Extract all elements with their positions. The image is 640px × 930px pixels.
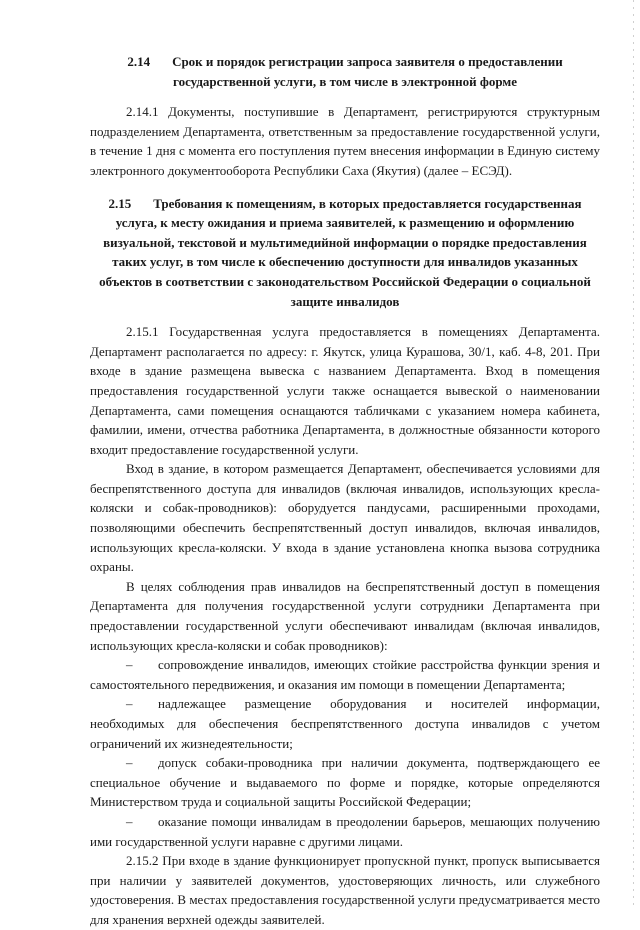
list-item xyxy=(90,812,600,851)
list-item xyxy=(90,753,600,812)
paragraph-2-15-2: 2.15.2 При входе в здание функционирует пропускной пункт, пропуск выписывается при наличии у заявителей документов, удостоверяющих личность, или служебного удостоверения. В местах предоставления государственной услуги предусматривается место для хранения верхней одежды заявителей. xyxy=(90,853,600,927)
list-item-text: оказание помощи инвалидам в преодолении барьеров, мешающих получению ими государственной услуги наравне с другими лицами. xyxy=(90,813,600,849)
list-dash: – xyxy=(126,813,133,829)
paragraph-2-14-1: 2.14.1 Документы, поступившие в Департамент, регистрируются структурным подразделением Департамента, ответственным за предоставление государственной услуги, в течение 1 дня с момента его поступления путем внесения информации в Единую систему электронного документооборота Республики Саха (Якутия) (далее – ЕСЭД). xyxy=(90,104,600,178)
document-body xyxy=(90,52,600,930)
list-item xyxy=(90,694,600,753)
scan-edge-line xyxy=(633,0,634,905)
list-item-text: сопровождение инвалидов, имеющих стойкие расстройства функции зрения и самостоятельного передвижения, и оказания им помощи в помещении Департамента; xyxy=(90,657,600,692)
list-item-text: надлежащее размещение оборудования и носителей информации, необходимых для обеспечения беспрепятственного доступа инвалидов с учетом ограничений их жизнедеятельности; xyxy=(90,696,600,751)
accessibility-list xyxy=(90,655,600,851)
section-2-15-title: Требования к помещениям, в которых предоставляется государственная услуга, к месту ожидания и приема заявителей, к размещению и оформлению визуальной, текстовой и мультимедийной информации о порядке предоставления таких услуг, в том числе к обеспечению доступности для инвалидов указанных объектов в соответствии с законодательством Российской Федерации о социальной защите инвалидов xyxy=(99,195,591,309)
list-dash: – xyxy=(126,696,133,712)
list-dash: – xyxy=(126,755,133,771)
section-2-15-number: 2.15 xyxy=(108,195,132,211)
section-2-14-heading xyxy=(90,52,600,91)
section-2-14-title: Срок и порядок регистрации запроса заявителя о предоставлении государственной услуги, в том числе в электронной форме xyxy=(172,54,563,89)
section-2-14-number: 2.14 xyxy=(127,54,151,69)
paragraph-building-entrance: Вход в здание, в котором размещается Департамент, обеспечивается условиями для беспрепятственного доступа для инвалидов (включая инвалидов, использующих кресла-коляски и собак-проводников): оборудуется пандусами, расширенными проходами, позволяющими обеспечить беспрепятственный доступ инвалидов, включая инвалидов, использующих кресла-коляски. У входа в здание установлена кнопка вызова сотрудника охраны. xyxy=(90,461,600,575)
section-2-15-heading xyxy=(90,194,600,312)
list-item-text: допуск собаки-проводника при наличии документа, подтверждающего ее специальное обучение и выдаваемого по форме и порядке, которые определяются Министерством труда и социальной защиты Российской Федерации; xyxy=(90,755,600,810)
list-item xyxy=(90,655,600,694)
paragraph-2-15-1: 2.15.1 Государственная услуга предоставляется в помещениях Департамента. Департамент располагается по адресу: г. Якутск, улица Курашова, 30/1, каб. 4-8, 201. При входе в здание размещена вывеска с названием Департамента. Вход в помещения предоставления государственной услуги также оснащается вывеской о наименовании Департамента, сами помещения оснащаются табличками с указанием номера кабинета, фамилии, имени, отчества работника Департамента, в должностные обязанности которого входит предоставление государственной услуги. xyxy=(90,324,600,457)
list-dash: – xyxy=(126,657,133,673)
paragraph-disabled-access: В целях соблюдения прав инвалидов на беспрепятственный доступ в помещения Департамента для получения государственной услуги сотрудники Департамента при предоставлении государственной услуги обеспечивают инвалидам (включая инвалидов, использующих кресла-коляски и собак проводников): xyxy=(90,578,600,653)
